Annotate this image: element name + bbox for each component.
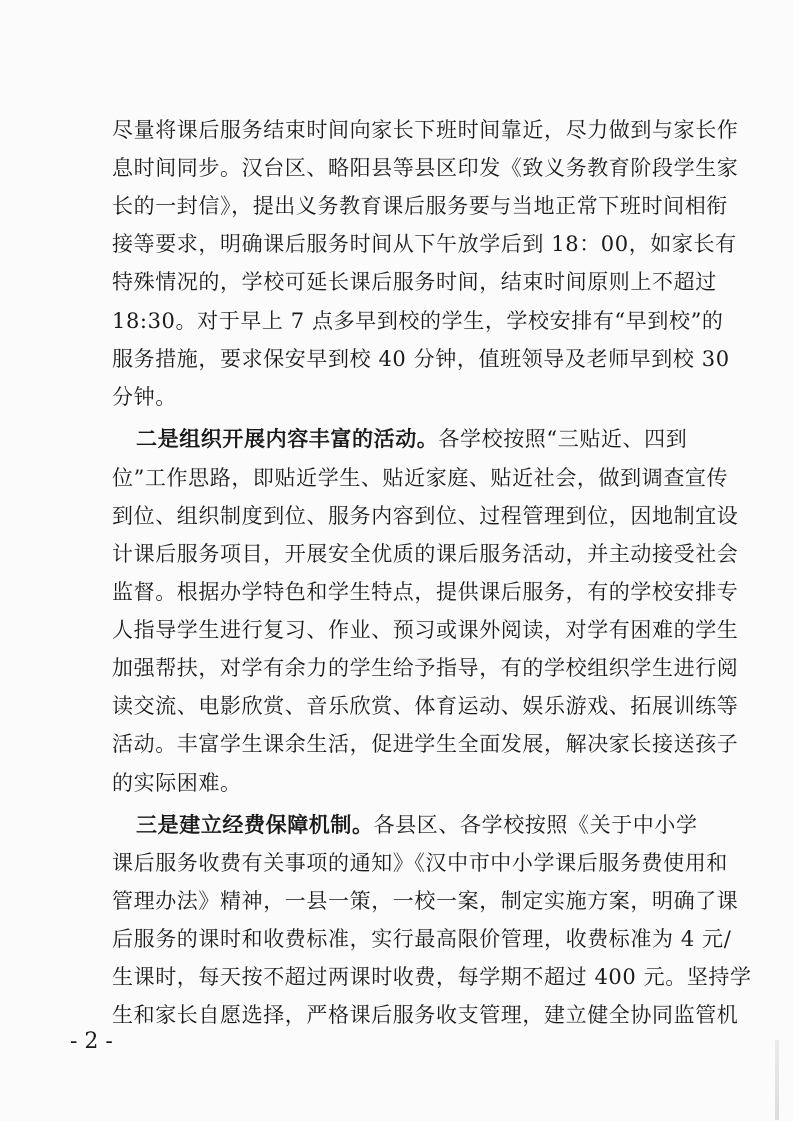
paragraph-line: 管理办法》精神，一县一策，一校一案，制定实施方案，明确了课 [112,889,739,913]
paragraph-line: 分钟。 [112,385,177,409]
paragraph-line: 18:30。对于早上 7 点多早到校的学生，学校安排有“早到校”的 [112,309,724,333]
paragraph-line: 尽量将课后服务结束时间向家长下班时间靠近，尽力做到与家长作 [112,118,739,142]
paragraph-line: 息时间同步。汉台区、略阳县等县区印发《致义务教育阶段学生家 [112,156,739,180]
paragraph-line: 接等要求，明确课后服务时间从下午放学后到 18：00，如家长有 [112,232,737,256]
paragraph-line: 活动。丰富学生课余生活，促进学生全面发展，解决家长接送孩子 [112,732,739,756]
paragraph-line: 计课后服务项目，开展安全优质的课后服务活动，并主动接受社会 [112,542,739,566]
paragraph-line: 服务措施，要求保安早到校 40 分钟，值班领导及老师早到校 30 [112,347,730,371]
section-2-heading: 二是组织开展内容丰富的活动。 [136,426,439,451]
paragraph-line: 长的一封信》，提出义务教育课后服务要与当地正常下班时间相衔 [112,194,728,218]
page-number: - 2 - [70,1029,113,1054]
scan-edge-shadow [775,1040,779,1120]
section-3-first-line [136,812,726,838]
paragraph-line: 生课时，每天按不超过两课时收费，每学期不超过 400 元。坚持学 [112,965,752,989]
paragraph-line: 读交流、电影欣赏、音乐欣赏、体育运动、娱乐游戏、拓展训练等 [112,694,739,718]
paragraph-line: 加强帮扶，对学有余力的学生给予指导，有的学校组织学生进行阅 [112,656,739,680]
paragraph-line: 特殊情况的，学校可延长课后服务时间，结束时间原则上不超过 [112,270,717,294]
section-3-heading: 三是建立经费保障机制。 [136,812,374,837]
paragraph-line: 位”工作思路，即贴近学生、贴近家庭、贴近社会，做到调查宣传 [112,466,729,490]
section-2-first-line [136,426,726,452]
paragraph-line: 生和家长自愿选择，严格课后服务收支管理，建立健全协同监管机 [112,1003,739,1027]
section-3-first-line-text: 各县区、各学校按照《关于中小学 [373,813,698,837]
paragraph-line: 后服务的课时和收费标准，实行最高限价管理，收费标准为 4 元/ [112,927,732,951]
paragraph-line: 课后服务收费有关事项的通知》《汉中市中小学课后服务费使用和 [112,851,728,875]
section-2-first-line-text: 各学校按照“三贴近、四到 [438,427,688,451]
paragraph-line: 的实际困难。 [112,771,242,795]
paragraph-line: 到位、组织制度到位、服务内容到位、过程管理到位，因地制宜设 [112,504,739,528]
paragraph-line: 人指导学生进行复习、作业、预习或课外阅读，对学有困难的学生 [112,618,739,642]
paragraph-line: 监督。根据办学特色和学生特点，提供课后服务，有的学校安排专 [112,580,739,604]
